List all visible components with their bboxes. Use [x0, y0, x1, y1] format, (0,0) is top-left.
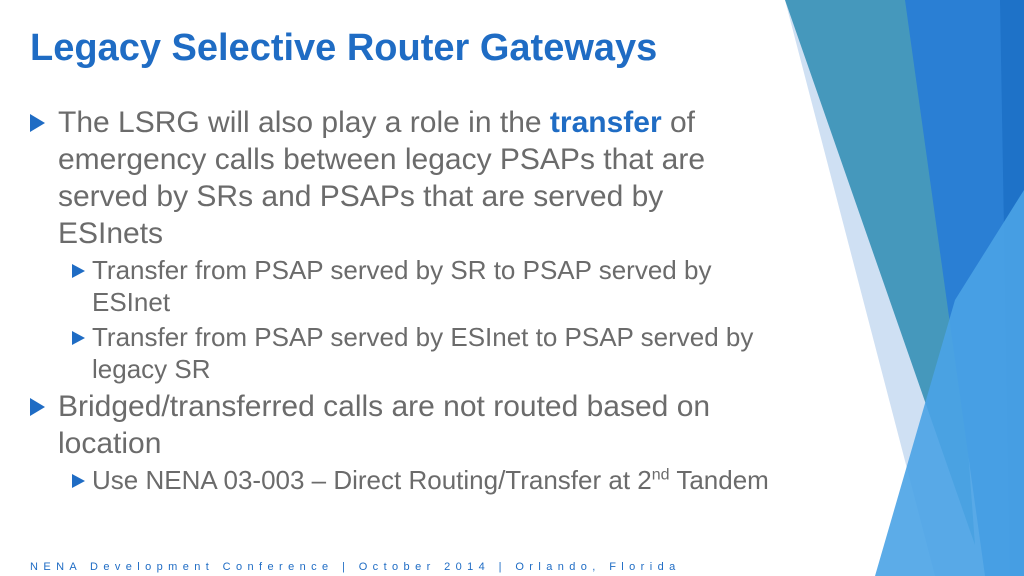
sub-bullet-text: Transfer from PSAP served by SR to PSAP served by ESInet: [92, 255, 712, 317]
bullet-item: [30, 104, 770, 252]
slide-title: Legacy Selective Router Gateways: [30, 27, 658, 69]
sub-bullet-text: Transfer from PSAP served by ESInet to PSAP served by legacy SR: [92, 322, 754, 384]
bullet-text: The LSRG will also play a role in the: [58, 106, 542, 139]
bullet-item: [30, 388, 770, 462]
ordinal-superscript: nd: [651, 466, 670, 484]
triangle-right-icon: [30, 398, 45, 416]
triangle-right-icon: [72, 474, 85, 488]
triangle-right-icon: [72, 264, 85, 278]
sub-bullet-item: [72, 254, 770, 318]
sub-bullet-text: Use NENA 03-003 – Direct Routing/Transfer at 2: [92, 465, 652, 495]
triangle-right-icon: [30, 114, 45, 132]
bullet-text: Bridged/transferred calls are not routed based on location: [58, 390, 711, 460]
sub-bullet-item: [72, 464, 770, 496]
sub-bullet-text-end: Tandem: [676, 465, 769, 495]
triangle-right-icon: [72, 331, 85, 345]
bullet-emphasis: transfer: [549, 106, 662, 139]
footer: NENA Development Conference | October 2014 | Orlando, Florida: [30, 561, 681, 573]
bullet-list: [30, 104, 770, 499]
sub-bullet-item: [72, 321, 770, 385]
bullet-text-continued: of emergency calls between legacy PSAPs that are served by SRs and PSAPs that are served by ESInets: [58, 106, 706, 250]
